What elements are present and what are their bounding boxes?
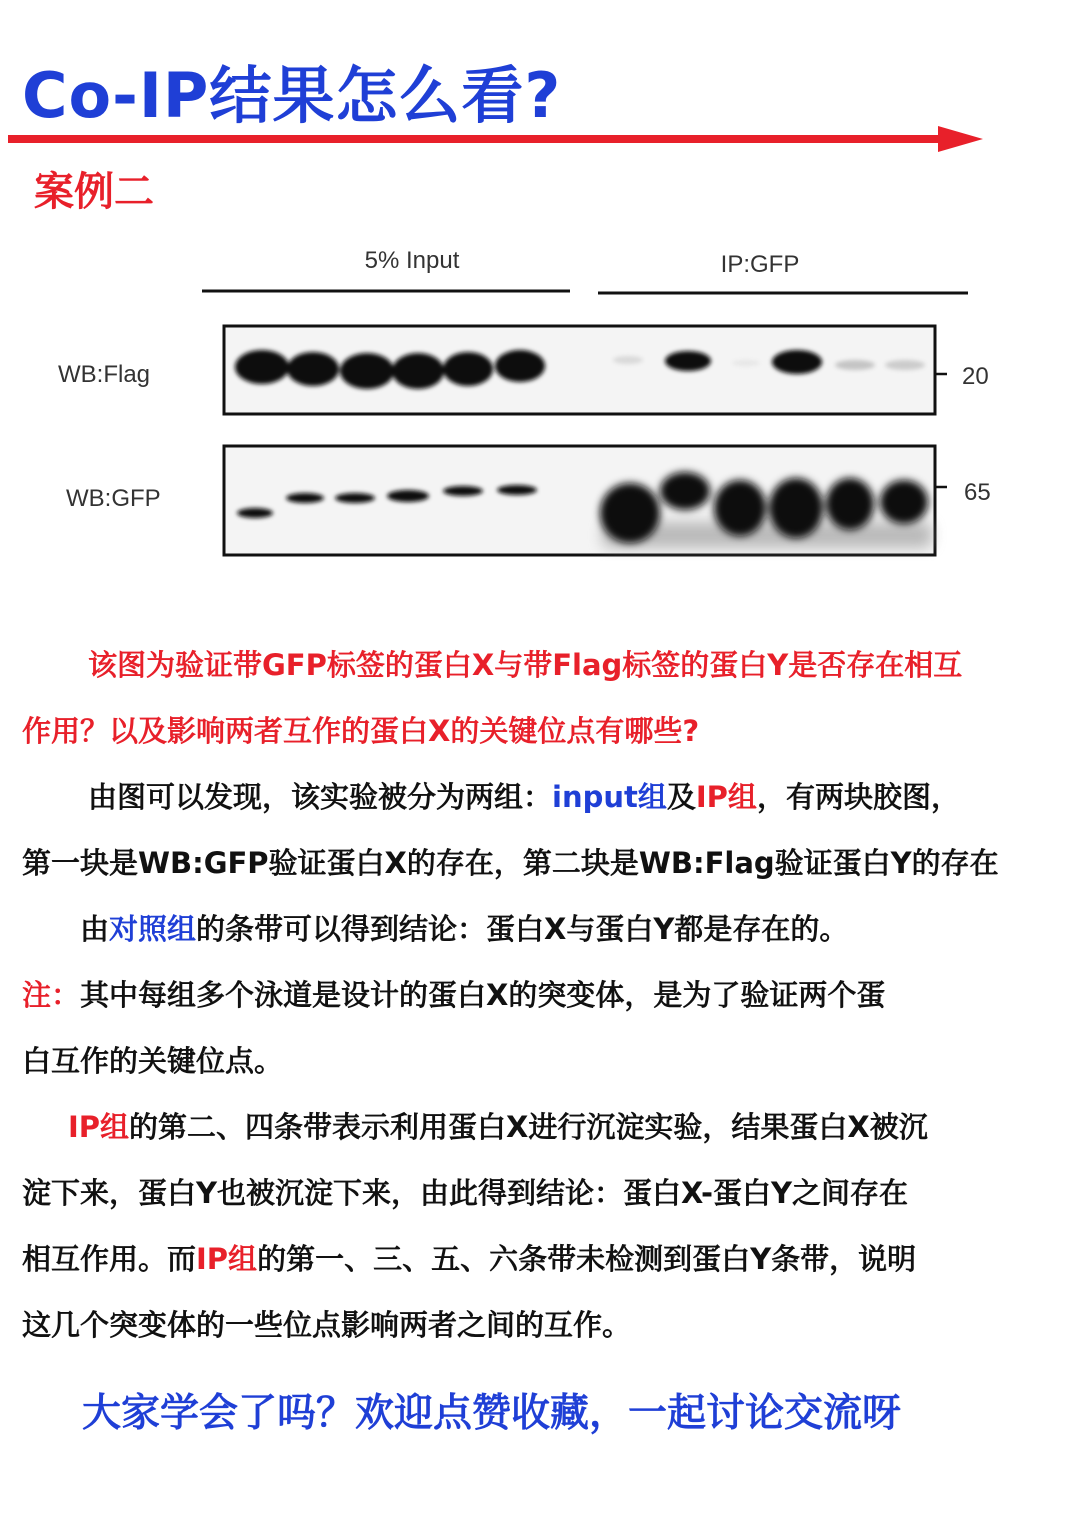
question-line-2: 作用？以及影响两者互作的蛋白X的关键位点有哪些?: [22, 714, 700, 748]
wb-gfp-label: WB:GFP: [66, 485, 161, 512]
title-underline-arrow: [8, 126, 983, 152]
ip-group-term: IP组: [68, 1110, 130, 1144]
groups-line-2: 第一块是WB:GFP验证蛋白X的存在，第二块是WB:Flag验证蛋白Y的存在: [22, 846, 999, 880]
question-paragraph: [22, 632, 1067, 764]
marker-20: 20: [962, 363, 989, 390]
note-paragraph: [22, 962, 1067, 1094]
wb-flag-label: WB:Flag: [58, 361, 151, 388]
ip-result-paragraph: [22, 1094, 1067, 1358]
groups-paragraph: [22, 764, 1067, 896]
ip-result-line-2: 淀下来，蛋白Y也被沉淀下来，由此得到结论：蛋白X-蛋白Y之间存在: [22, 1176, 909, 1210]
note-line-1: 注：其中每组多个泳道是设计的蛋白X的突变体，是为了验证两个蛋: [22, 978, 886, 1012]
case-title: 案例二: [34, 169, 154, 215]
footer-callout: 大家学会了吗？欢迎点赞收藏，一起讨论交流呀: [82, 1391, 902, 1436]
marker-65: 65: [964, 479, 991, 506]
ip-result-line-1: IP组的第二、四条带表示利用蛋白X进行沉淀实验，结果蛋白X被沉: [68, 1110, 928, 1144]
ip-result-line-4: 这几个突变体的一些位点影响两者之间的互作。: [22, 1308, 632, 1342]
groups-line-1: 由图可以发现，该实验被分为两组：input组及IP组，有两块胶图，: [88, 780, 960, 814]
ip-result-line-3: 相互作用。而IP组的第一、三、五、六条带未检测到蛋白Y条带，说明: [22, 1242, 917, 1276]
ip-group-term: IP组: [695, 780, 757, 814]
note-line-2: 白互作的关键位点。: [22, 1044, 284, 1078]
control-paragraph: [22, 896, 1067, 962]
ip-group-term: IP组: [196, 1242, 258, 1276]
input-group-term: input组: [552, 780, 667, 814]
input-group-label: 5% Input: [364, 247, 460, 274]
control-group-term: 对照组: [109, 912, 197, 946]
ip-group-label: IP:GFP: [720, 251, 800, 278]
page-title: Co-IP结果怎么看?: [22, 59, 562, 132]
control-line: 由对照组的条带可以得到结论：蛋白X与蛋白Y都是存在的。: [80, 912, 849, 946]
question-line-1: 该图为验证带GFP标签的蛋白X与带Flag标签的蛋白Y是否存在相互: [88, 648, 963, 682]
note-label: 注：: [22, 978, 81, 1012]
western-blot-figure: [40, 232, 1050, 572]
